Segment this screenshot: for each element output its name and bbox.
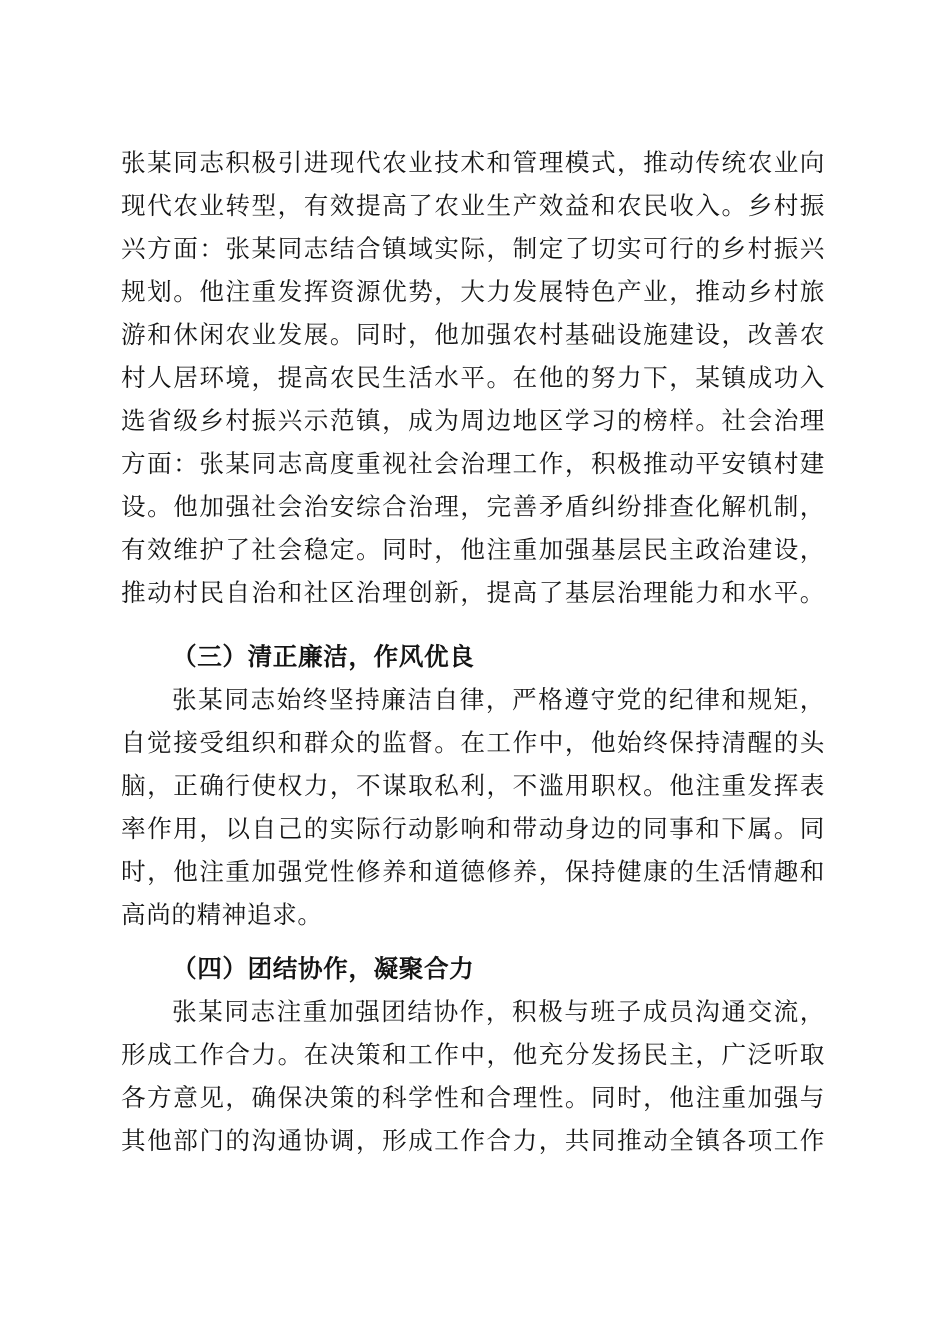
text-line: 方面：张某同志高度重视社会治理工作，积极推动平安镇村建 xyxy=(121,449,825,478)
text-line: 形成工作合力。在决策和工作中，他充分发扬民主，广泛听取 xyxy=(121,1040,825,1069)
text-line: 设。他加强社会治安综合治理，完善矛盾纠纷排查化解机制， xyxy=(121,492,825,521)
paragraph-rural-revitalization xyxy=(121,141,825,614)
text-line: 村人居环境，提高农民生活水平。在他的努力下，某镇成功入 xyxy=(121,363,825,392)
text-line: 高尚的精神追求。 xyxy=(121,900,323,929)
text-line: 各方意见，确保决策的科学性和合理性。同时，他注重加强与 xyxy=(121,1083,825,1112)
paragraph-teamwork xyxy=(121,990,825,1162)
text-line: 其他部门的沟通协调，形成工作合力，共同推动全镇各项工作 xyxy=(121,1126,825,1155)
text-line: 张某同志注重加强团结协作，积极与班子成员沟通交流， xyxy=(172,997,825,1026)
text-line: 选省级乡村振兴示范镇，成为周边地区学习的榜样。社会治理 xyxy=(121,406,825,435)
text-line: 张某同志始终坚持廉洁自律，严格遵守党的纪律和规矩， xyxy=(172,685,825,714)
text-line: 时，他注重加强党性修养和道德修养，保持健康的生活情趣和 xyxy=(121,857,825,886)
text-line: 脑，正确行使权力，不谋取私利，不滥用职权。他注重发挥表 xyxy=(121,771,825,800)
text-line: 现代农业转型，有效提高了农业生产效益和农民收入。乡村振 xyxy=(121,191,825,220)
section-heading-integrity: （三）清正廉洁，作风优良 xyxy=(172,642,475,671)
text-line: 游和休闲农业发展。同时，他加强农村基础设施建设，改善农 xyxy=(121,320,825,349)
section-heading-teamwork: （四）团结协作，凝聚合力 xyxy=(172,954,475,983)
paragraph-integrity xyxy=(121,678,825,936)
text-line: 有效维护了社会稳定。同时，他注重加强基层民主政治建设， xyxy=(121,535,825,564)
text-line: 推动村民自治和社区治理创新，提高了基层治理能力和水平。 xyxy=(121,578,825,607)
text-line: 规划。他注重发挥资源优势，大力发展特色产业，推动乡村旅 xyxy=(121,277,825,306)
text-line: 自觉接受组织和群众的监督。在工作中，他始终保持清醒的头 xyxy=(121,728,825,757)
text-line: 兴方面：张某同志结合镇域实际，制定了切实可行的乡村振兴 xyxy=(121,234,825,263)
text-line: 率作用，以自己的实际行动影响和带动身边的同事和下属。同 xyxy=(121,814,825,843)
text-line: 张某同志积极引进现代农业技术和管理模式，推动传统农业向 xyxy=(121,148,825,177)
